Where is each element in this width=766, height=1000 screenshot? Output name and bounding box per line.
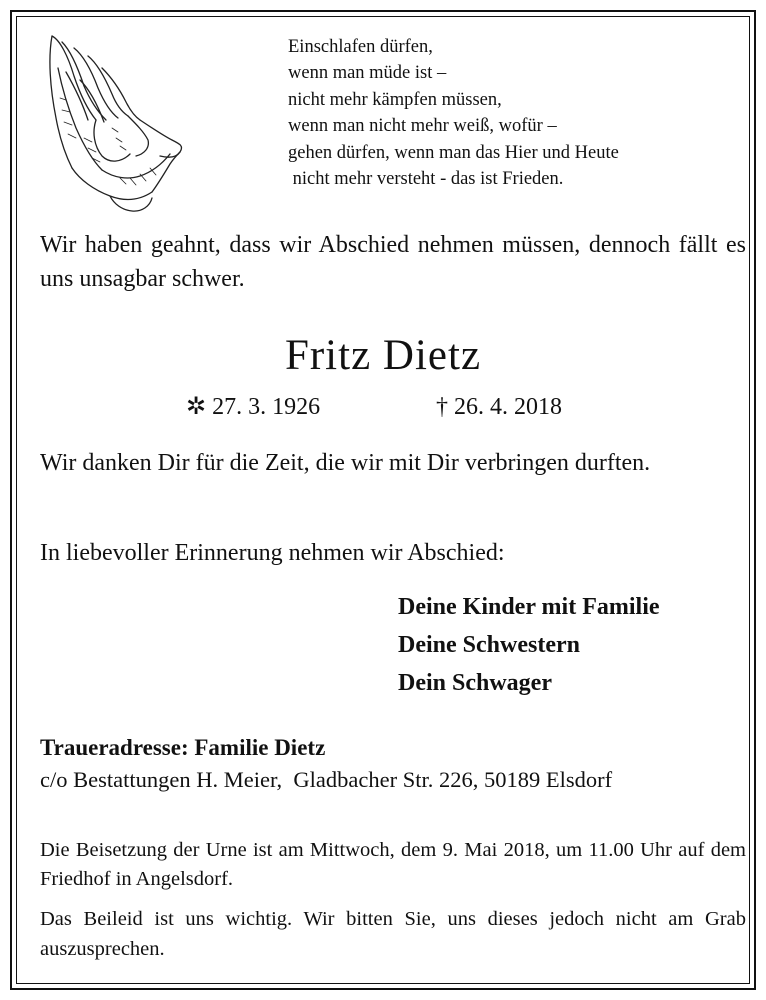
deceased-name: Fritz Dietz (284, 332, 482, 379)
mourners-list (398, 588, 660, 702)
mourner-entry: Deine Kinder mit Familie (398, 594, 660, 620)
birth-date: ✲ 27. 3. 1926 (186, 394, 321, 420)
praying-hands-icon (40, 28, 190, 213)
poem-line: gehen dürfen, wenn man das Hier und Heute (288, 142, 619, 163)
poem-line: wenn man nicht mehr weiß, wofür – (288, 116, 557, 137)
poem-line: nicht mehr versteht - das ist Frieden. (288, 169, 564, 190)
mourner-entry: Deine Schwestern (398, 632, 580, 658)
poem-line: Einschlafen dürfen, (288, 37, 433, 57)
memory-text: In liebevoller Erinnerung nehmen wir Abschied: (40, 540, 505, 566)
poem-line: wenn man müde ist – (288, 63, 447, 84)
condolence-notice: Das Beileid ist uns wichtig. Wir bitten Sie, uns dieses jedoch nicht am Grab auszusprechen. (40, 908, 746, 960)
intro-text: Wir haben geahnt, dass wir Abschied nehmen müssen, dennoch fällt es uns unsagbar schwer. (40, 232, 746, 292)
mourner-entry: Dein Schwager (398, 670, 552, 696)
address-title: Traueradresse: Familie Dietz (40, 735, 326, 760)
address-line: c/o Bestattungen H. Meier, Gladbacher Str. 226, 50189 Elsdorf (40, 767, 613, 792)
death-date: † 26. 4. 2018 (436, 394, 562, 420)
burial-notice: Die Beisetzung der Urne ist am Mittwoch, dem 9. Mai 2018, um 11.00 Uhr auf dem Friedhof in Angelsdorf. (40, 839, 746, 890)
poem (288, 34, 619, 192)
thanks-text: Wir danken Dir für die Zeit, die wir mit Dir verbringen durften. (40, 450, 651, 476)
poem-line: nicht mehr kämpfen müssen, (288, 89, 502, 110)
